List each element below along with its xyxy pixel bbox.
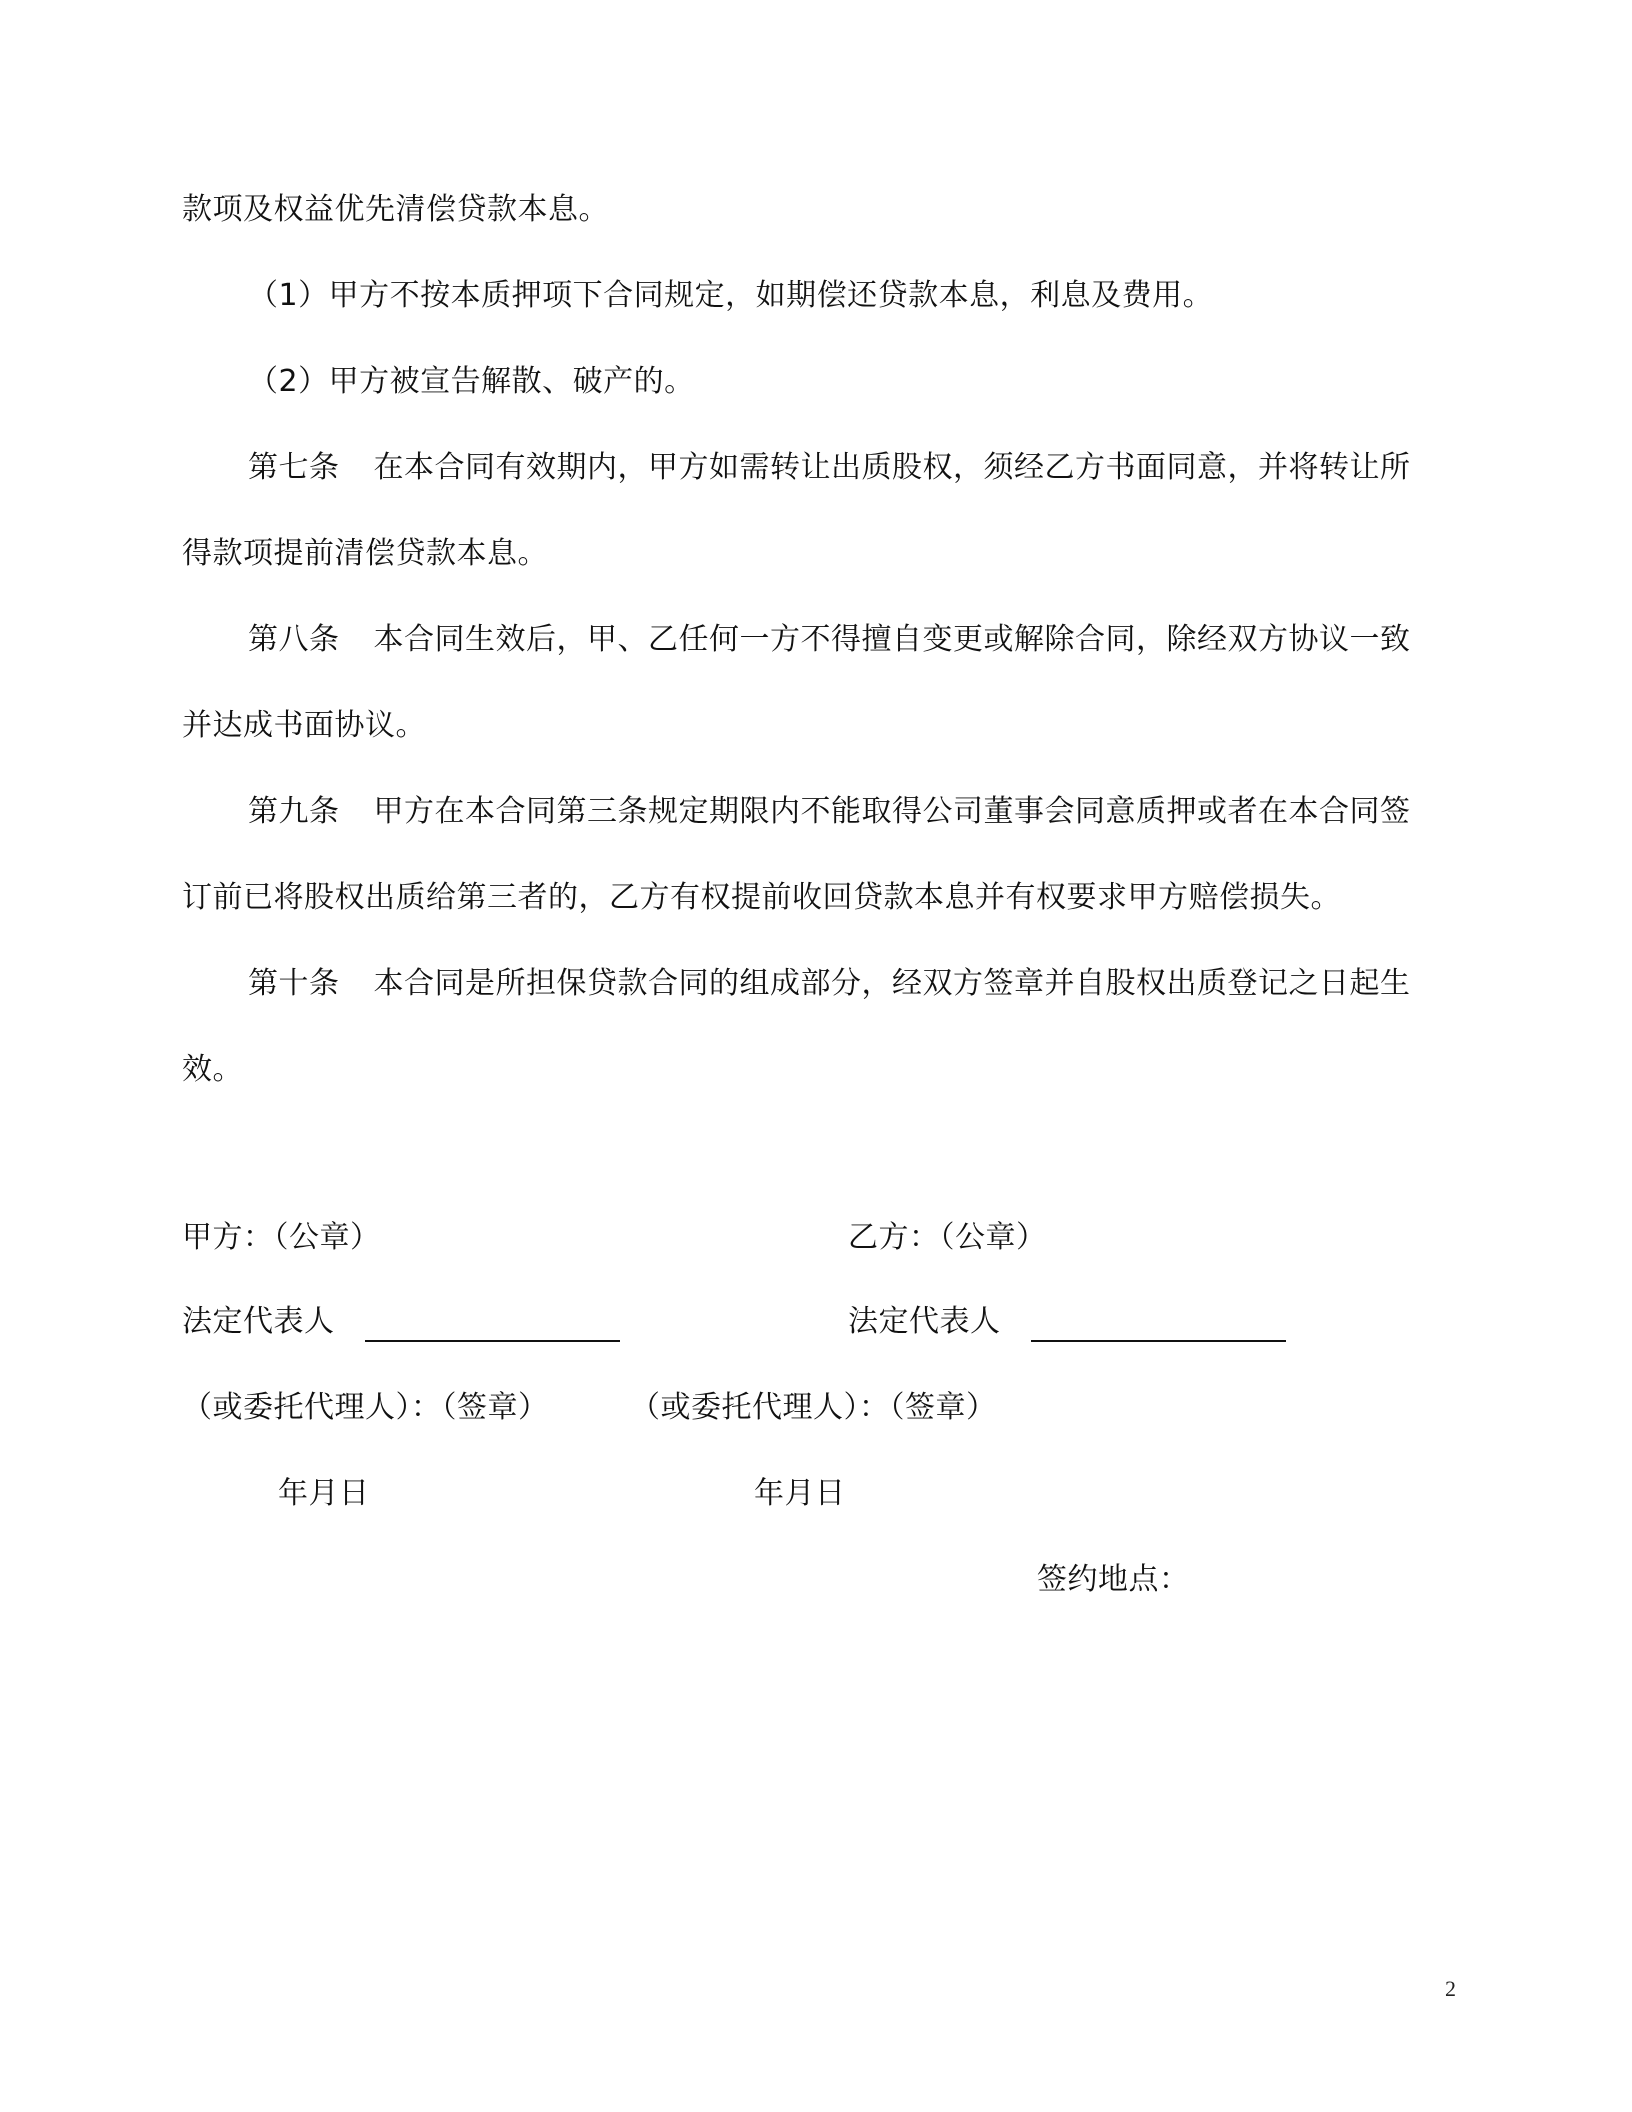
signing-place: 签约地点： [1037, 1562, 1190, 1597]
paragraph-continuation: 款项及权益优先清偿贷款本息。 [182, 192, 609, 227]
article-7-text: 在本合同有效期内，甲方如需转让出质股权，须经乙方书面同意，并将转让所 [373, 450, 1411, 485]
party-b-representative-label: 法定代表人 [848, 1304, 1001, 1339]
article-10-text: 本合同是所担保贷款合同的组成部分，经双方签章并自股权出质登记之日起生 [373, 966, 1411, 1001]
page-number: 2 [1445, 1976, 1456, 2001]
article-9-line-2: 订前已将股权出质给第三者的，乙方有权提前收回贷款本息并有权要求甲方赔偿损失。 [182, 880, 1341, 915]
article-8-line-2: 并达成书面协议。 [182, 708, 426, 743]
clause-item-2: （2）甲方被宣告解散、破产的。 [248, 364, 695, 399]
party-b-agent: （或委托代理人）：（签章） [630, 1390, 997, 1425]
party-a-signature-line [365, 1310, 620, 1342]
party-a-representative [182, 1302, 620, 1342]
article-7-label: 第七条 [248, 450, 340, 485]
party-b-signature-line [1031, 1310, 1286, 1342]
party-b-representative [848, 1302, 1286, 1342]
article-9-text: 甲方在本合同第三条规定期限内不能取得公司董事会同意质押或者在本合同签 [373, 794, 1411, 829]
article-9-line-1 [248, 792, 1411, 832]
clause-item-1: （1）甲方不按本质押项下合同规定，如期偿还贷款本息，利息及费用。 [248, 278, 1214, 313]
party-a-seal: 甲方：（公章） [182, 1220, 381, 1255]
party-a-representative-label: 法定代表人 [182, 1304, 335, 1339]
article-10-line-1 [248, 964, 1411, 1004]
party-a-agent: （或委托代理人）：（签章） [182, 1390, 549, 1425]
article-10-label: 第十条 [248, 966, 340, 1001]
article-9-label: 第九条 [248, 794, 340, 829]
article-8-text: 本合同生效后，甲、乙任何一方不得擅自变更或解除合同，除经双方协议一致 [373, 622, 1411, 657]
party-b-date: 年月日 [754, 1476, 846, 1511]
article-7-line-1 [248, 448, 1411, 488]
article-7-line-2: 得款项提前清偿贷款本息。 [182, 536, 548, 571]
article-10-line-2: 效。 [182, 1052, 243, 1087]
article-8-label: 第八条 [248, 622, 340, 657]
article-8-line-1 [248, 620, 1411, 660]
party-a-date: 年月日 [278, 1476, 370, 1511]
party-b-seal: 乙方：（公章） [848, 1220, 1047, 1255]
